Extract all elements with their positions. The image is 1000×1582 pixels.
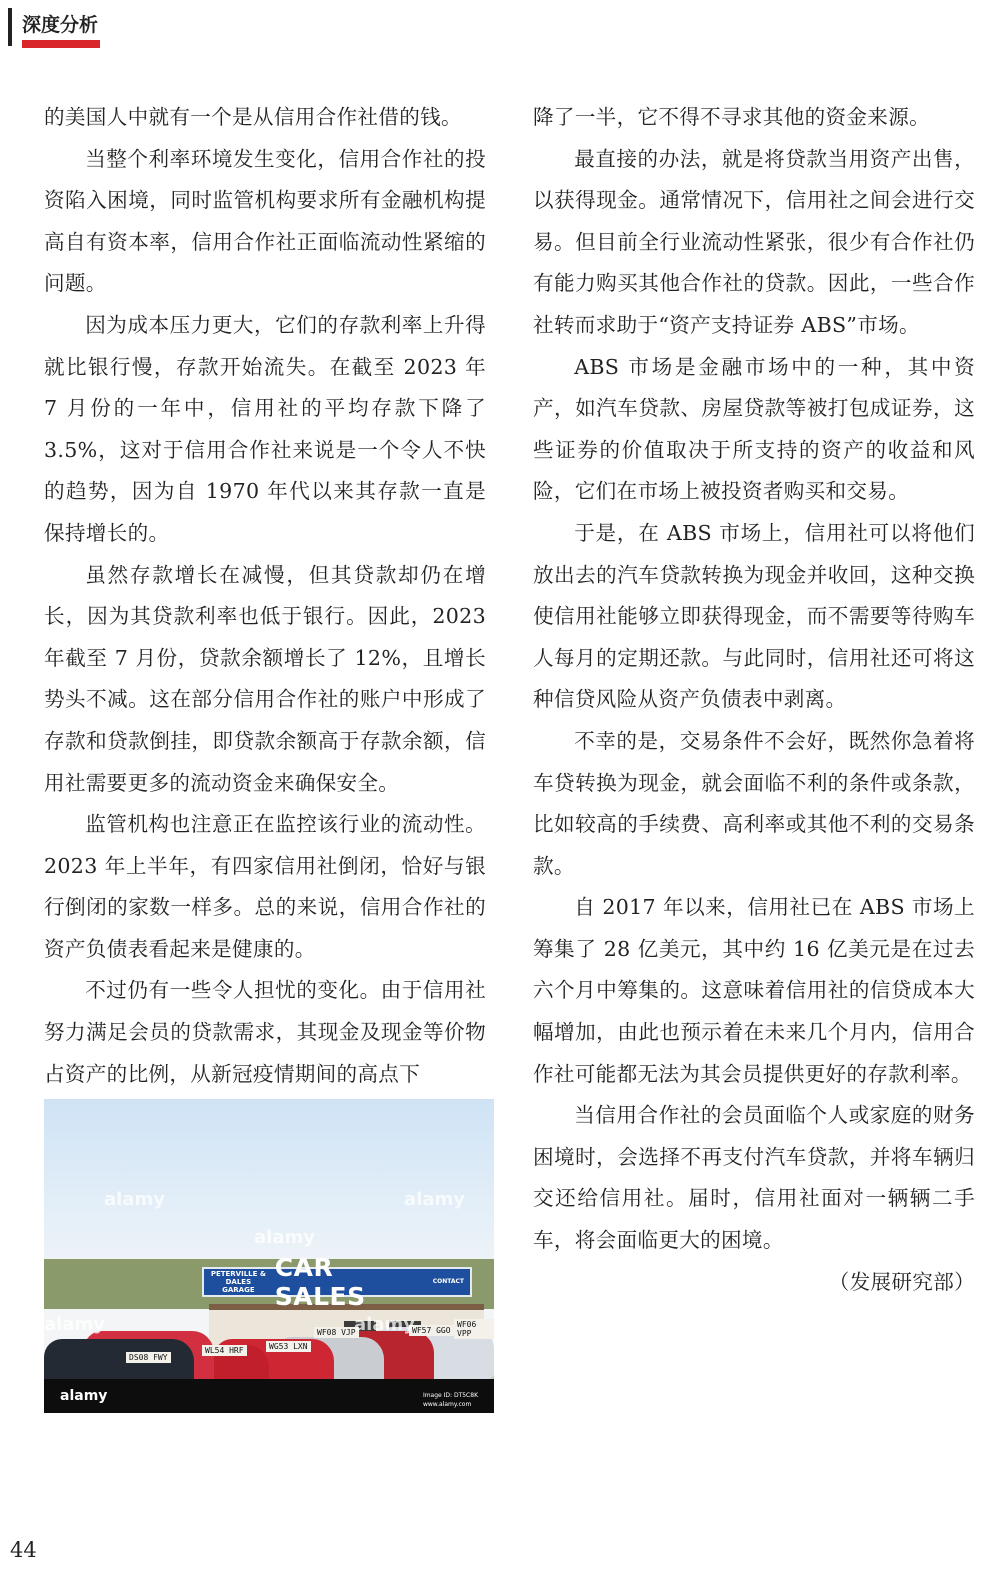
car-sales-photo bbox=[44, 1099, 494, 1413]
right-paragraph-7: 当信用合作社的会员面临个人或家庭的财务困境时，会选择不再支付汽车贷款，并将车辆归交还给信用社。届时，信用社面对一辆辆二手车，将会面临更大的困境。 bbox=[533, 1103, 975, 1253]
right-paragraph-5: 不幸的是，交易条件不会好，既然你急着将车贷转换为现金，就会面临不利的条件或条款，比如较高的手续费、高利率或其他不利的交易条款。 bbox=[533, 728, 975, 878]
page-number: 44 bbox=[10, 1538, 37, 1562]
section-title: 深度分析 bbox=[22, 14, 99, 36]
author-signature: （发展研究部） bbox=[828, 1269, 975, 1294]
left-paragraph-5: 监管机构也注意正在监控该行业的流动性。2023 年上半年，有四家信用社倒闭，恰好与银行倒闭的家数一样多。总的来说，信用合作社的资产负债表看起来是健康的。 bbox=[44, 812, 486, 961]
plate: DS08 FWY bbox=[126, 1352, 171, 1363]
sign-car-sales: CAR SALES bbox=[274, 1253, 366, 1311]
watermark: alamy bbox=[44, 1314, 105, 1335]
right-paragraph-4: 于是，在 ABS 市场上，信用社可以将他们放出去的汽车贷款转换为现金并收回，这种交换使信用社能够立即获得现金，而不需要等待购车人每月的定期还款。与此同时，信用社还可将这种信贷风险从资产负债表中剥离。 bbox=[533, 520, 975, 712]
right-paragraph-1: 降了一半，它不得不寻求其他的资金来源。 bbox=[533, 105, 930, 129]
car-sales-sign bbox=[202, 1253, 472, 1311]
header-bar bbox=[8, 8, 12, 46]
plate: WF57 GGO bbox=[409, 1325, 454, 1336]
plate: WG53 LXN bbox=[266, 1341, 311, 1352]
left-paragraph-1: 的美国人中就有一个是从信用合作社借的钱。 bbox=[44, 105, 462, 129]
sign-garage-name: PETERVILLE & DALES GARAGE bbox=[210, 1270, 266, 1294]
left-paragraph-6: 不过仍有一些令人担忧的变化。由于信用社努力满足会员的贷款需求，其现金及现金等价物占资产的比例，从新冠疫情期间的高点下 bbox=[44, 978, 486, 1086]
left-paragraph-3: 因为成本压力更大，它们的存款利率上升得就比银行慢，存款开始流失。在截至 2023 年 7 月份的一年中，信用社的平均存款下降了 3.5%，这对于信用合作社来说是一个令人不快的趋势，因为自 1970 年代以来其存款一直是保持增长的。 bbox=[44, 312, 486, 545]
plate: WL54 HRF bbox=[202, 1345, 247, 1356]
sign-contact: CONTACT bbox=[432, 1278, 464, 1285]
right-paragraph-3: ABS 市场是金融市场中的一种，其中资产，如汽车贷款、房屋贷款等被打包成证券，这些证券的价值取决于所支持的资产的收益和风险，它们在市场上被投资者购买和交易。 bbox=[533, 354, 975, 504]
image-id-block bbox=[423, 1391, 478, 1409]
right-paragraph-2: 最直接的办法，就是将贷款当用资产出售，以获得现金。通常情况下，信用社之间会进行交易。但目前全行业流动性紧张，很少有合作社仍有能力购买其他合作社的贷款。因此，一些合作社转而求助于“资产支持证券 ABS”市场。 bbox=[533, 146, 975, 337]
watermark: alamy bbox=[254, 1227, 315, 1248]
image-site: www.alamy.com bbox=[422, 1401, 472, 1408]
watermark: alamy bbox=[404, 1189, 465, 1210]
left-paragraph-2: 当整个利率环境发生变化，信用合作社的投资陷入困境，同时监管机构要求所有金融机构提高自有资本率，信用合作社正面临流动性紧缩的问题。 bbox=[44, 146, 486, 296]
plate: WF06 VPP bbox=[454, 1319, 494, 1339]
watermark: alamy bbox=[354, 1314, 415, 1335]
header-underline bbox=[22, 40, 100, 48]
plate: WF08 VJP bbox=[314, 1327, 359, 1338]
watermark: alamy bbox=[104, 1189, 165, 1210]
image-id: Image ID: DT5C8K bbox=[422, 1392, 478, 1399]
alamy-logo: alamy bbox=[60, 1388, 108, 1404]
left-column bbox=[44, 97, 486, 1095]
left-paragraph-4: 虽然存款增长在减慢，但其贷款却仍在增长，因为其贷款利率也低于银行。因此，2023 年截至 7 月份，贷款余额增长了 12%，且增长势头不减。这在部分信用合作社的账户中形成了存款和贷款倒挂，即贷款余额高于存款余额，信用社需要更多的流动资金来确保安全。 bbox=[44, 562, 486, 795]
right-column bbox=[533, 97, 975, 1303]
right-paragraph-6: 自 2017 年以来，信用社已在 ABS 市场上筹集了 28 亿美元，其中约 16 亿美元是在过去六个月中筹集的。这意味着信用社的信贷成本大幅增加，由此也预示着在未来几个月内，信用合作社可能都无法为其会员提供更好的存款利率。 bbox=[533, 895, 975, 1086]
